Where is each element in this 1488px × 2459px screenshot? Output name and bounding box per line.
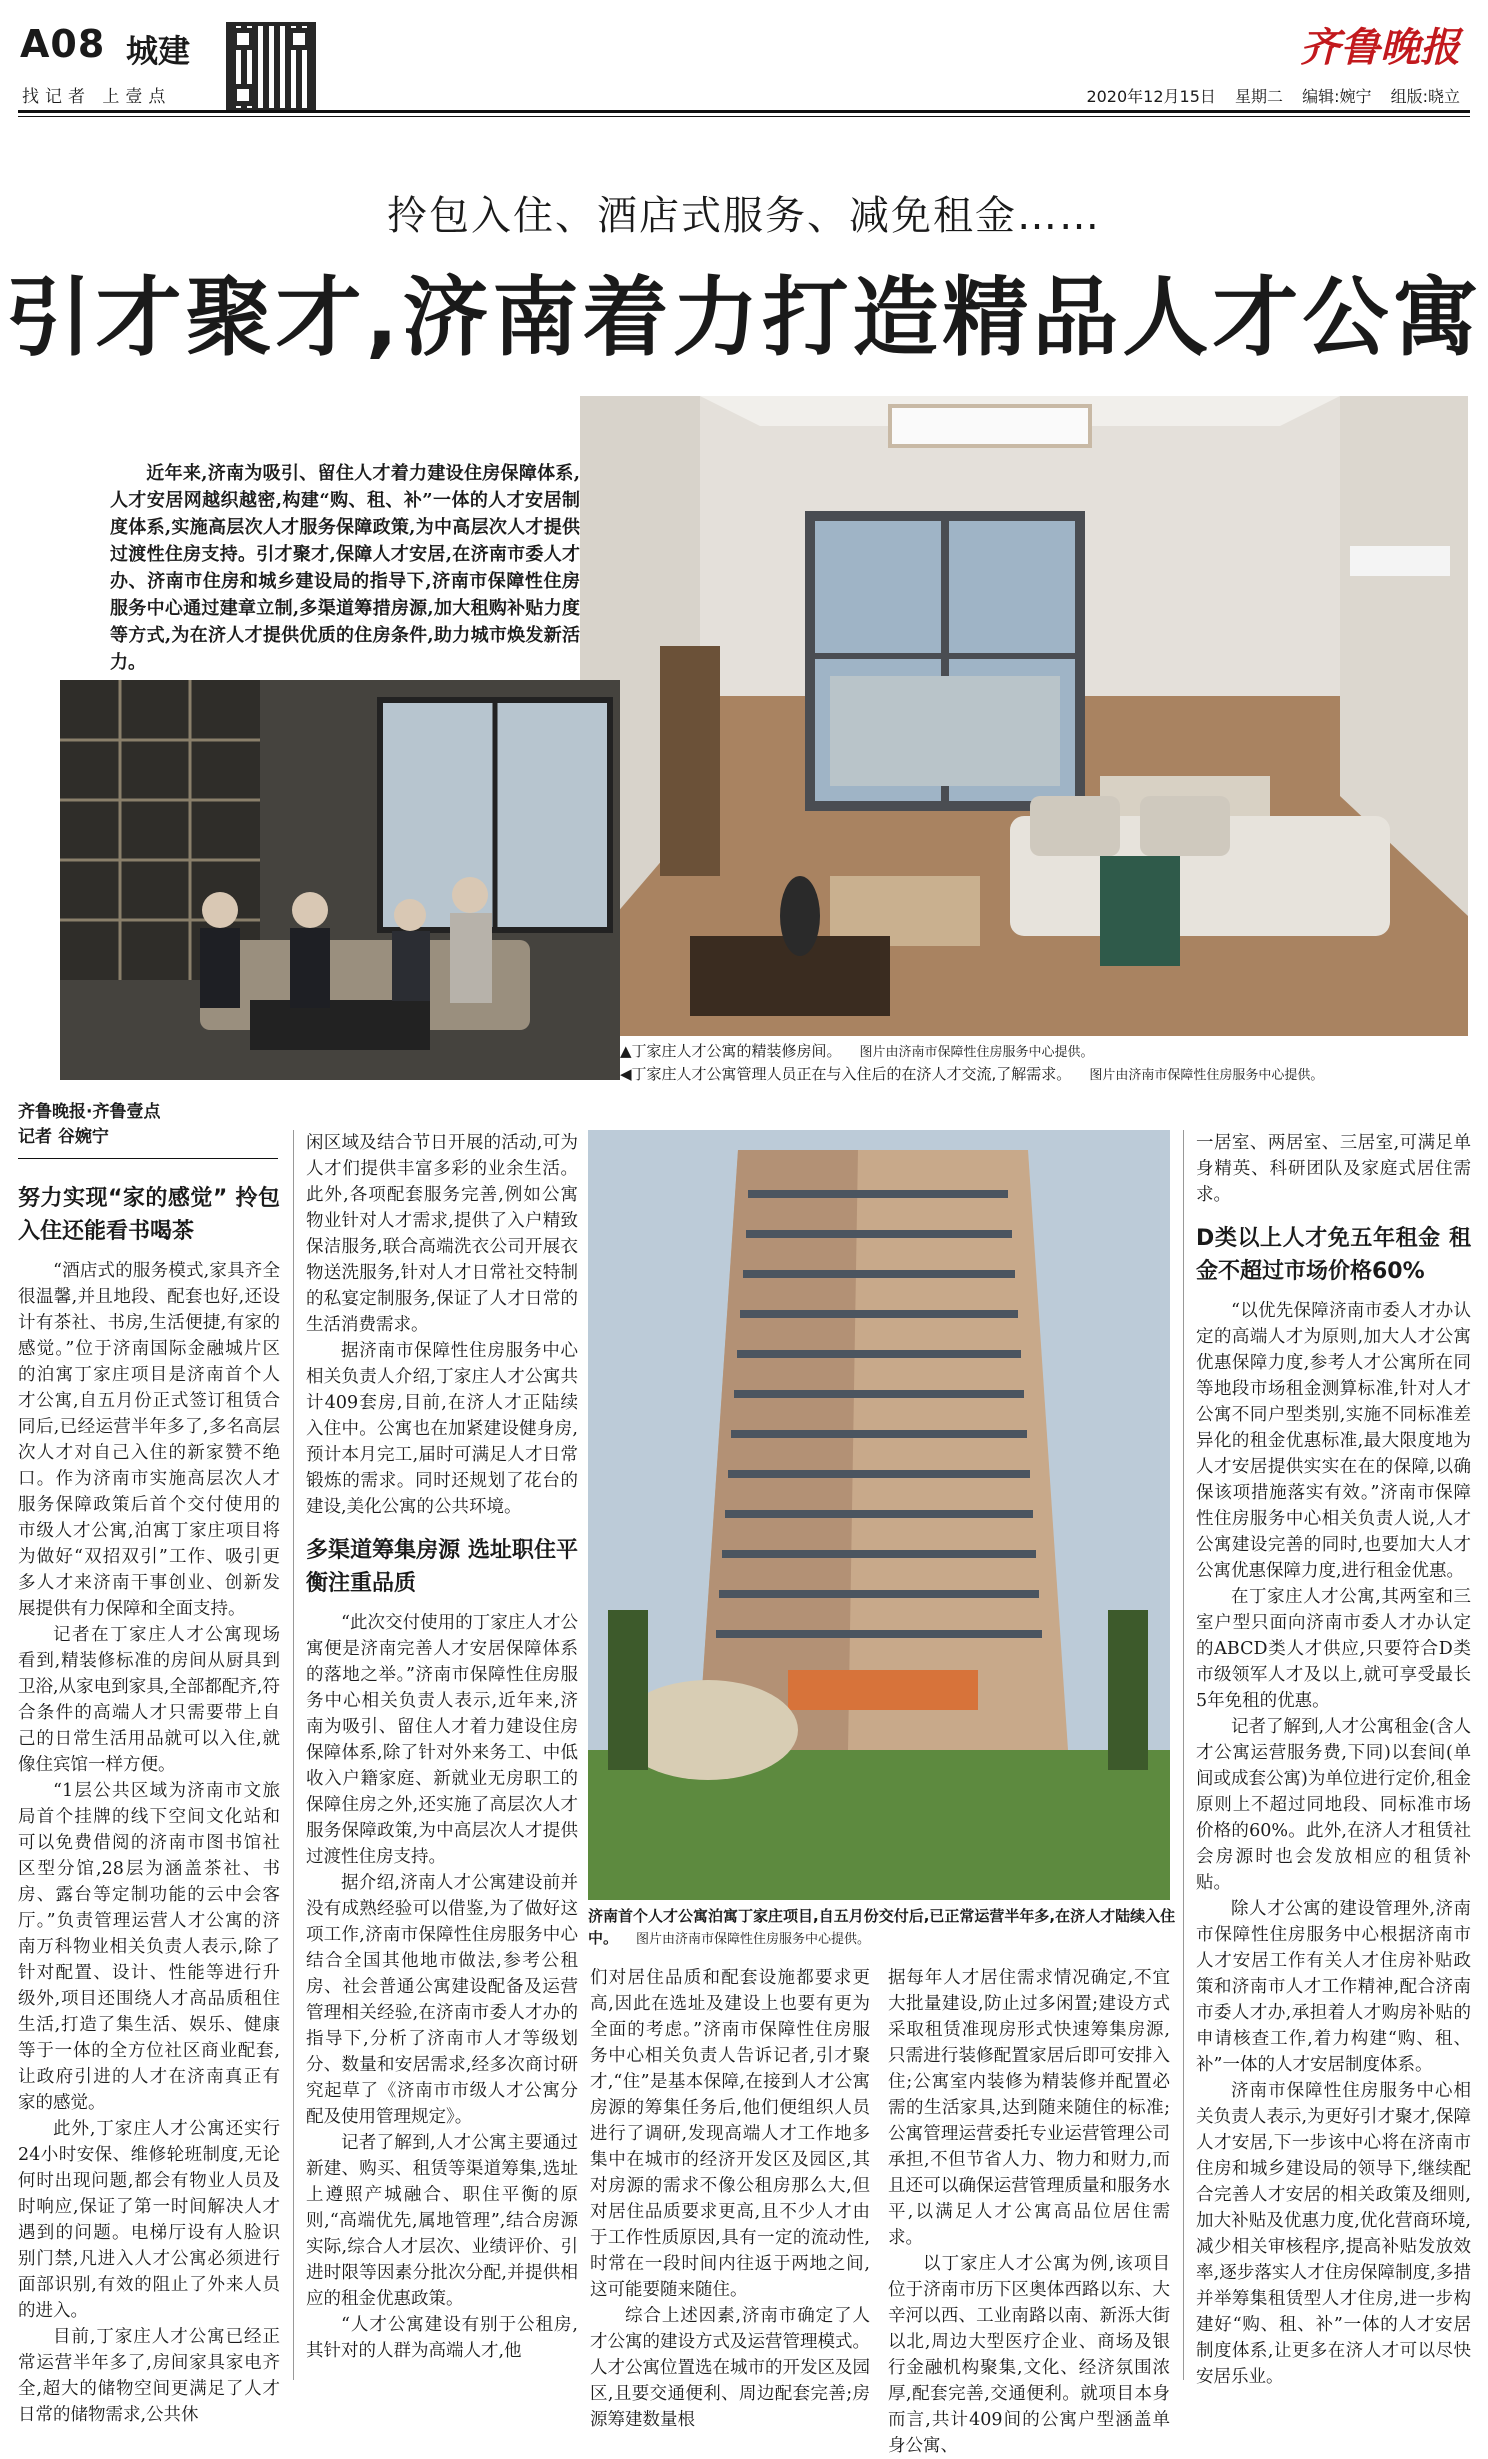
date: 2020年12月15日	[1086, 87, 1216, 106]
paragraph: 记者了解到,人才公寓主要通过新建、购买、租赁等渠道筹集,选址上遵照产城融合、职住平衡的原则,“高端优先,属地管理”,结合房源实际,综合人才层次、业绩评价、引进时限等因素分批次分配,并提供相应的租金优惠政策。	[306, 2133, 578, 2309]
qr-code-icon	[226, 22, 316, 112]
lounge-photo	[60, 680, 620, 1080]
paragraph: 此外,丁家庄人才公寓还实行24小时安保、维修轮班制度,无论何时出现问题,都会有物业人员及时响应,保证了第一时间解决人才遇到的问题。电梯厅设有人脸识别门禁,凡进入人才公寓必须进行面部识别,有效的阻止了外来人员的进入。	[18, 2119, 280, 2321]
paragraph: 目前,丁家庄人才公寓已经正常运营半年多了,房间家具家电齐全,超大的储物空间更满足了人才日常的储物需求,公共休	[18, 2327, 280, 2425]
column-3	[590, 1965, 870, 2433]
lead-text: 近年来,济南为吸引、留住人才着力建设住房保障体系,人才安居网越织越密,构建“购、租、补”一体的人才安居制度体系,实施高层次人才服务保障政策,为中高层次人才提供过渡性住房支持。引才聚才,保障人才安居,在济南市委人才办、济南市住房和城乡建设局的指导下,济南市保障性住房服务中心通过建章立制,多渠道筹措房源,加大租购补贴力度等方式,为在济人才提供优质的住房条件,助力城市焕发新活力。	[110, 463, 580, 673]
paragraph: 记者了解到,人才公寓租金(含人才公寓运营服务费,下同)以套间(单间或成套公寓)为单位进行定价,租金原则上不超过同地段、同标准市场价格的60%。此外,在济人才租赁社会房源时也会发放相应的租赁补贴。	[1196, 1717, 1471, 1893]
paragraph: “人才公寓建设有别于公租房,其针对的人群为高端人才,他	[306, 2315, 578, 2361]
paragraph: “酒店式的服务模式,家具齐全很温馨,并且地段、配套也好,还设计有茶社、书房,生活便捷,有家的感觉。”位于济南国际金融城片区的泊寓丁家庄项目是济南首个人才公寓,自五月份正式签订租赁合同后,已经运营半年多了,多名高层次人才对自己入住的新家赞不绝口。作为济南市实施高层次人才服务保障政策后首个交付使用的市级人才公寓,泊寓丁家庄项目将为做好“双招双引”工作、吸引更多人才来济南干事创业、创新发展提供有力保障和全面支持。	[18, 1261, 280, 1619]
header-slogan: 找记者 上壹点	[22, 87, 172, 107]
column-1	[18, 1168, 280, 2428]
byline-rule	[18, 1158, 278, 1159]
lounge-caption-credit: 图片由济南市保障性住房服务中心提供。	[1089, 1068, 1324, 1083]
paragraph: 据每年人才居住需求情况确定,不宜大批量建设,防止过多闲置;建设方式采取租赁准现房形式快速筹集房源,只需进行装修配置家居后即可安排入住;公寓室内装修为精装修并配置必需的生活家具,达到随来随住的标准;公寓管理运营委托专业运营管理公司承担,不但节省人力、物力和财力,而且还可以确保运营管理质量和服务水平,以满足人才公寓高品位居住需求。	[888, 1968, 1170, 2248]
paragraph: 据介绍,济南人才公寓建设前并没有成熟经验可以借鉴,为了做好这项工作,济南市保障性住房服务中心结合全国其他地市做法,参考公租房、社会普通公寓建设配备及运营管理相关经验,在济南市委人才办的指导下,分析了济南市人才等级划分、数量和安居需求,经多次商讨研究起草了《济南市市级人才公寓分配及使用管理规定》。	[306, 1873, 578, 2127]
page-code: A08	[20, 22, 106, 66]
column-2	[306, 1130, 578, 2364]
room-caption-text: ▲丁家庄人才公寓的精装修房间。	[620, 1042, 842, 1060]
paragraph: “以优先保障济南市委人才办认定的高端人才为原则,加大人才公寓优惠保障力度,参考人才公寓所在同等地段市场租金测算标准,针对人才公寓不同户型类别,实施不同标准差异化的租金优惠标准,最大限度地为人才安居提供实实在在的保障,以确保该项措施落实有效。”济南市保障性住房服务中心相关负责人说,人才公寓建设完善的同时,也要加大人才公寓优惠保障力度,进行租金优惠。	[1196, 1301, 1471, 1581]
paragraph: 综合上述因素,济南市确定了人才公寓的建设方式及运营管理模式。人才公寓位置选在城市的开发区及园区,且要交通便利、周边配套完善;房源筹建数量根	[590, 2306, 870, 2430]
subheading-2: 多渠道筹集房源 选址职住平衡注重品质	[306, 1538, 578, 1596]
room-photo-caption	[620, 1040, 1094, 1064]
paragraph: 据济南市保障性住房服务中心相关负责人介绍,丁家庄人才公寓共计409套房,目前,在济人才正陆续入住中。公寓也在加紧建设健身房,预计本月完工,届时可满足人才日常锻炼的需求。同时还规划了花台的建设,美化公寓的公共环境。	[306, 1341, 578, 1517]
paragraph: 济南市保障性住房服务中心相关负责人表示,为更好引才聚才,保障人才安居,下一步该中心将在济南市住房和城乡建设局的领导下,继续配合完善人才安居的相关政策及细则,加大补贴及优惠力度,优化营商环境,减少相关审核程序,提高补贴发放效率,逐步落实人才住房保障制度,多措并举筹集租赁型人才住房,进一步构建好“购、租、补”一体的人才安居制度体系,让更多在济人才可以尽快安居乐业。	[1196, 2081, 1471, 2387]
tower-photo	[588, 1130, 1170, 1900]
column-divider	[293, 1130, 294, 2380]
dateline	[1072, 84, 1460, 107]
byline	[18, 1100, 278, 1150]
apartment-room-photo	[580, 396, 1468, 1036]
subheading-3: D类以上人才免五年租金 租金不超过市场价格60%	[1196, 1226, 1471, 1284]
paragraph: 一居室、两居室、三居室,可满足单身精英、科研团队及家庭式居住需求。	[1196, 1133, 1471, 1205]
editor: 编辑:婉宁	[1302, 87, 1372, 106]
lounge-photo-caption	[620, 1063, 1323, 1087]
section-name: 城建	[126, 32, 191, 70]
column-divider	[1183, 1130, 1184, 2380]
paragraph: 在丁家庄人才公寓,其两室和三室户型只面向济南市委人才办认定的ABCD类人才供应,只要符合D类市级领军人才及以上,就可享受最长5年免租的优惠。	[1196, 1587, 1471, 1711]
byline-outlet: 齐鲁晚报·齐鲁壹点	[18, 1102, 161, 1122]
newspaper-logo: 齐鲁晚报	[1300, 24, 1460, 71]
column-5	[1196, 1130, 1471, 2390]
paragraph: 记者在丁家庄人才公寓现场看到,精装修标准的房间从厨具到卫浴,从家电到家具,全部都配齐,符合条件的高端人才只需要带上自己的日常生活用品就可以入住,就像住宾馆一样方便。	[18, 1625, 280, 1775]
lead-paragraph	[110, 460, 580, 676]
paragraph: 除人才公寓的建设管理外,济南市保障性住房服务中心根据济南市人才安居工作有关人才住房补贴政策和济南市人才工作精神,配合济南市委人才办,承担着人才购房补贴的申请核查工作,着力构建“购、租、补”一体的人才安居制度体系。	[1196, 1899, 1471, 2075]
weekday: 星期二	[1234, 87, 1283, 106]
subheading-1: 努力实现“家的感觉” 拎包入住还能看书喝茶	[18, 1186, 280, 1244]
layout-editor: 组版:晓立	[1390, 87, 1460, 106]
tower-caption-credit: 图片由济南市保障性住房服务中心提供。	[636, 1932, 871, 1947]
paragraph: 闲区域及结合节日开展的活动,可为人才们提供丰富多彩的业余生活。此外,各项配套服务完善,例如公寓物业针对人才需求,提供了入户精致保洁服务,联合高端洗衣公司开展衣物送洗服务,针对人才日常社交特制的私宴定制服务,保证了人才日常的生活消费需求。	[306, 1133, 578, 1335]
header-rule-thin	[18, 116, 1470, 117]
room-caption-credit: 图片由济南市保障性住房服务中心提供。	[859, 1045, 1094, 1060]
paragraph: “此次交付使用的丁家庄人才公寓便是济南完善人才安居保障体系的落地之举。”济南市保障性住房服务中心相关负责人表示,近年来,济南为吸引、留住人才着力建设住房保障体系,除了针对外来务工、中低收入户籍家庭、新就业无房职工的保障住房之外,还实施了高层次人才服务保障政策,为中高层次人才提供过渡性住房支持。	[306, 1613, 578, 1867]
paragraph: 们对居住品质和配套设施都要求更高,因此在选址及建设上也要有更为全面的考虑。”济南市保障性住房服务中心相关负责人告诉记者,引才聚才,“住”是基本保障,在接到人才公寓房源的筹集任务后,他们便组织人员进行了调研,发现高端人才工作地多集中在城市的经济开发区及园区,其对房源的需求不像公租房那么大,但对居住品质要求更高,且不少人才由于工作性质原因,具有一定的流动性,时常在一段时间内往返于两地之间,这可能要随来随住。	[590, 1968, 870, 2300]
tower-photo-caption	[588, 1905, 1178, 1951]
headline: 引才聚才,济南着力打造精品人才公寓	[5, 268, 1483, 368]
paragraph: 以丁家庄人才公寓为例,该项目位于济南市历下区奥体西路以东、大辛河以西、工业南路以南、新泺大街以北,周边大型医疗企业、商场及银行金融机构聚集,文化、经济氛围浓厚,配套完善,交通便利。就项目本身而言,共计409间的公寓户型涵盖单身公寓、	[888, 2254, 1170, 2456]
kicker: 拎包入住、酒店式服务、减免租金……	[387, 193, 1101, 239]
column-4	[888, 1965, 1170, 2459]
lounge-caption-text: ◀丁家庄人才公寓管理人员正在与入住后的在济人才交流,了解需求。	[620, 1065, 1072, 1083]
header-rule	[18, 110, 1470, 113]
tower-caption-text: 济南首个人才公寓泊寓丁家庄项目,自五月份交付后,已正常运营半年多,在济人才陆续入住中。	[588, 1907, 1176, 1947]
byline-reporter: 记者 谷婉宁	[18, 1127, 109, 1147]
paragraph: “1层公共区域为济南市文旅局首个挂牌的线下空间文化站和可以免费借阅的济南市图书馆社区型分馆,28层为涵盖茶社、书房、露台等定制功能的云中会客厅。”负责管理运营人才公寓的济南万科物业相关负责人表示,除了针对配置、设计、性能等进行升级外,项目还围绕人才高品质租住生活,打造了集生活、娱乐、健康等于一体的全方位社区商业配套,让政府引进的人才在济南真正有家的感觉。	[18, 1781, 280, 2113]
